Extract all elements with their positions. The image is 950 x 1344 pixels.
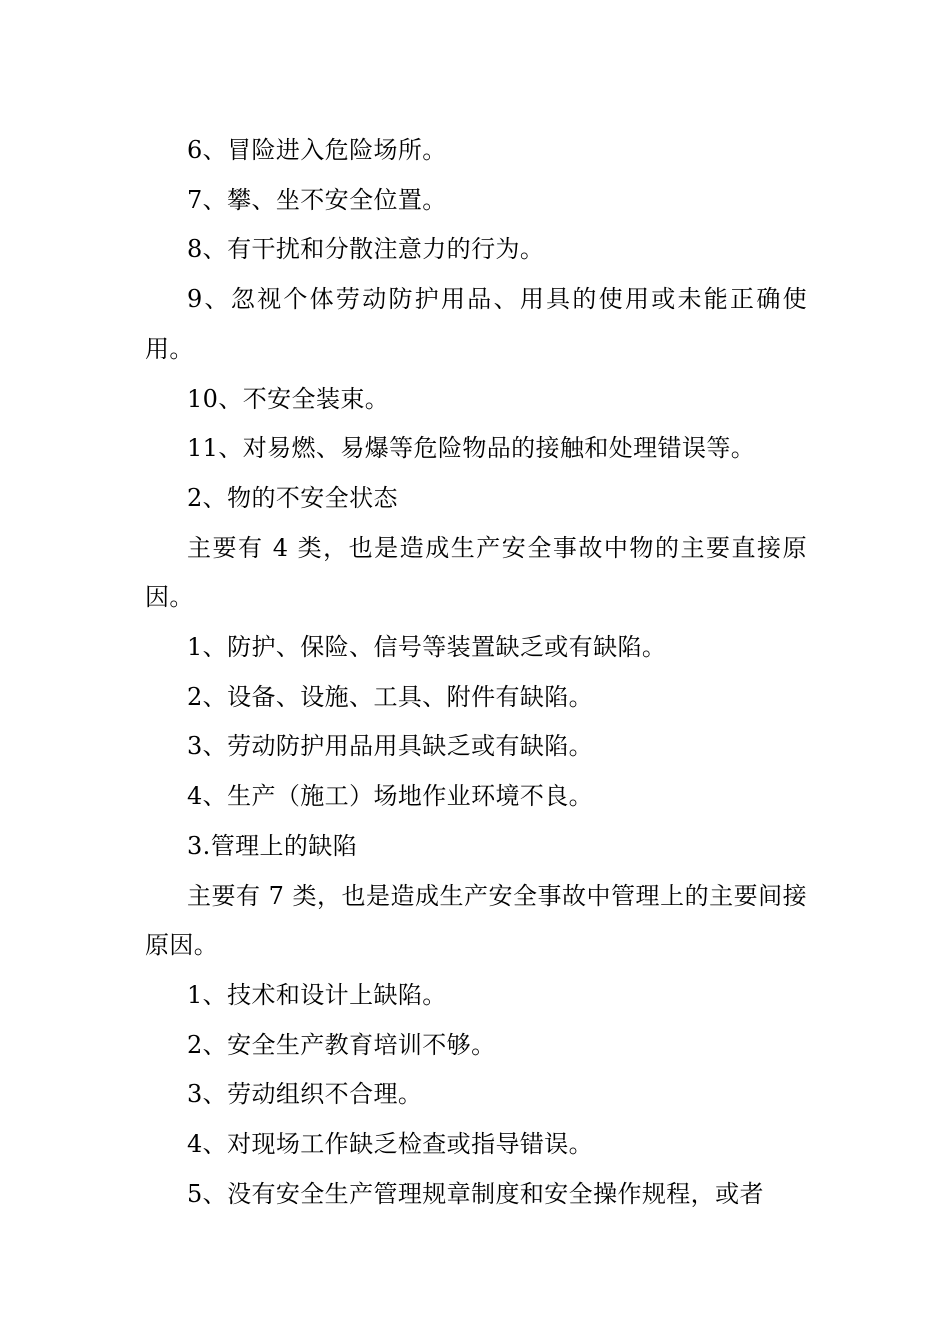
section-heading: 3.管理上的缺陷 xyxy=(187,831,358,860)
list-item: 7、攀、坐不安全位置。 xyxy=(187,185,447,214)
list-item: 9、忽视个体劳动防护用品、用具的使用或未能正确使用。 xyxy=(145,285,807,363)
list-item: 4、生产（施工）场地作业环境不良。 xyxy=(187,782,594,811)
list-item: 6、冒险进入危险场所。 xyxy=(187,136,447,164)
document-body xyxy=(145,126,807,1219)
body-paragraph: 主要有 4 类，也是造成生产安全事故中物的主要直接原因。 xyxy=(145,533,807,612)
list-item: 3、劳动组织不合理。 xyxy=(187,1080,423,1109)
list-item: 4、对现场工作缺乏检查或指导错误。 xyxy=(187,1130,594,1159)
list-item: 8、有干扰和分散注意力的行为。 xyxy=(187,235,545,264)
body-paragraph: 主要有 7 类，也是造成生产安全事故中管理上的主要间接原因。 xyxy=(145,881,807,960)
section-heading: 2、物的不安全状态 xyxy=(187,483,398,512)
list-item: 2、安全生产教育培训不够。 xyxy=(187,1030,496,1059)
list-item: 11、对易燃、易爆等危险物品的接触和处理错误等。 xyxy=(187,434,756,463)
list-item: 3、劳动防护用品用具缺乏或有缺陷。 xyxy=(187,732,594,761)
list-item: 10、不安全装束。 xyxy=(187,384,390,413)
list-item: 1、技术和设计上缺陷。 xyxy=(187,980,447,1009)
list-item: 1、防护、保险、信号等装置缺乏或有缺陷。 xyxy=(187,633,667,662)
list-item: 5、没有安全生产管理规章制度和安全操作规程，或者 xyxy=(187,1179,764,1208)
list-item: 2、设备、设施、工具、附件有缺陷。 xyxy=(187,682,594,711)
